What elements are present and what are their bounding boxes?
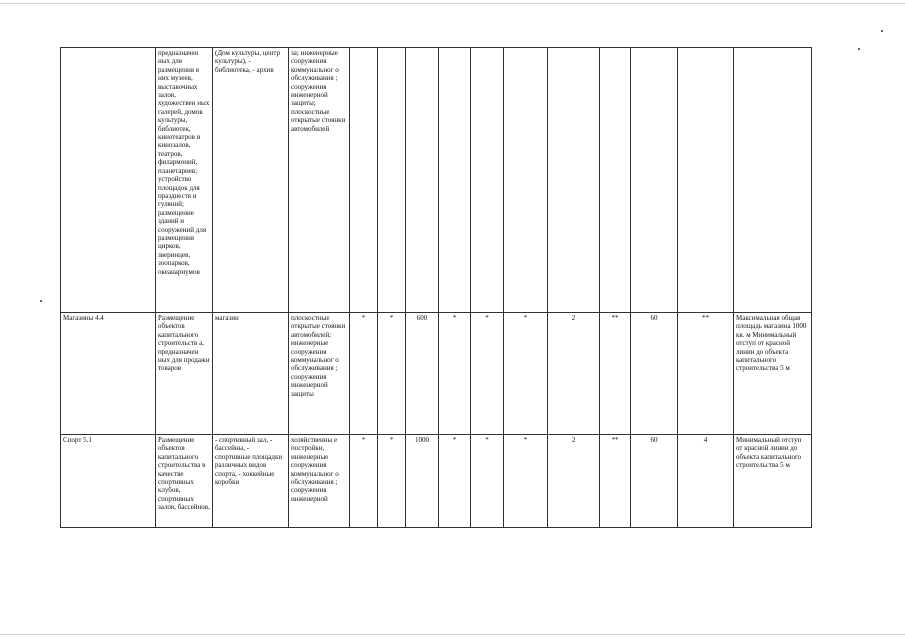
auxiliary-use-cell: за; инженерные сооружения коммунальног о обслуживания ; сооружения инженерной защиты; плоскостные открытые стоянки автомобилей — [289, 48, 350, 313]
param-cell: 2 — [548, 313, 600, 435]
description-cell: Размещение объектов капитального строительств а, предназначен ных для продажи товаров — [156, 313, 213, 435]
param-cell — [678, 48, 734, 313]
description-cell: предназначен ных для размещения в них музеев, выставочных залов, художествен ных галерей, домов культуры, библиотек, кинотеатров и кинозалов, театров, филармоний, планетариев; устройство площадок для празднеств и гуляний; размещение зданий и сооружений для размещения цирков, зверинцев, зоопарков, океанариумов — [156, 48, 213, 313]
param-cell: 4 — [678, 435, 734, 528]
auxiliary-use-cell: хозяйственны е постройки, инженерные сооружения коммунальног о обслуживания ; сооружения инженерной — [289, 435, 350, 528]
param-cell: 60 — [631, 435, 678, 528]
param-cell: 60 — [631, 313, 678, 435]
param-cell: * — [350, 313, 378, 435]
param-cell: * — [471, 435, 504, 528]
param-cell — [439, 48, 471, 313]
param-cell — [631, 48, 678, 313]
main-use-cell: магазин — [213, 313, 289, 435]
notes-cell: Минимальный отступ от красной линии до объекта капитального строительства 5 м — [734, 435, 812, 528]
param-cell — [504, 48, 548, 313]
param-cell: * — [378, 435, 406, 528]
param-cell: 1000 — [406, 435, 439, 528]
param-cell: * — [471, 313, 504, 435]
land-use-regulations-table — [60, 47, 812, 528]
scan-edge-top — [0, 3, 905, 4]
param-cell: * — [350, 435, 378, 528]
table-row — [61, 48, 812, 313]
param-cell: * — [378, 313, 406, 435]
scan-speck — [881, 30, 883, 32]
param-cell — [406, 48, 439, 313]
main-use-cell: (Дом культуры, центр культуры), - библиотека, - архив — [213, 48, 289, 313]
notes-cell: Максимальная общая площадь магазина 1000 кв. м Минимальный отступ от красной линии до объекта капитального строительства 5 м — [734, 313, 812, 435]
param-cell — [471, 48, 504, 313]
param-cell — [350, 48, 378, 313]
param-cell: 600 — [406, 313, 439, 435]
param-cell: * — [504, 313, 548, 435]
param-cell — [548, 48, 600, 313]
param-cell: ** — [600, 435, 631, 528]
scan-speck — [858, 48, 860, 50]
param-cell: * — [504, 435, 548, 528]
zone-name-cell: Спорт 5.1 — [61, 435, 156, 528]
param-cell — [378, 48, 406, 313]
param-cell: * — [439, 435, 471, 528]
param-cell: 2 — [548, 435, 600, 528]
description-cell: Размещение объектов капитального строительства в качестве спортивных клубов, спортивных залов, бассейнов, — [156, 435, 213, 528]
main-use-cell: - спортивный зал, - бассейны, - спортивные площадки различных видов спорта, - хоккейные коробки — [213, 435, 289, 528]
table-row — [61, 435, 812, 528]
param-cell: ** — [678, 313, 734, 435]
scan-edge-bottom — [0, 634, 905, 635]
zone-name-cell: Магазины 4.4 — [61, 313, 156, 435]
table-row — [61, 313, 812, 435]
zone-name-cell — [61, 48, 156, 313]
param-cell: ** — [600, 313, 631, 435]
auxiliary-use-cell: плоскостные открытые стоянки автомобилей; инженерные сооружения коммунальног о обслуживания ; сооружения инженерной защиты — [289, 313, 350, 435]
param-cell — [600, 48, 631, 313]
param-cell: * — [439, 313, 471, 435]
scan-speck — [40, 300, 42, 302]
notes-cell — [734, 48, 812, 313]
